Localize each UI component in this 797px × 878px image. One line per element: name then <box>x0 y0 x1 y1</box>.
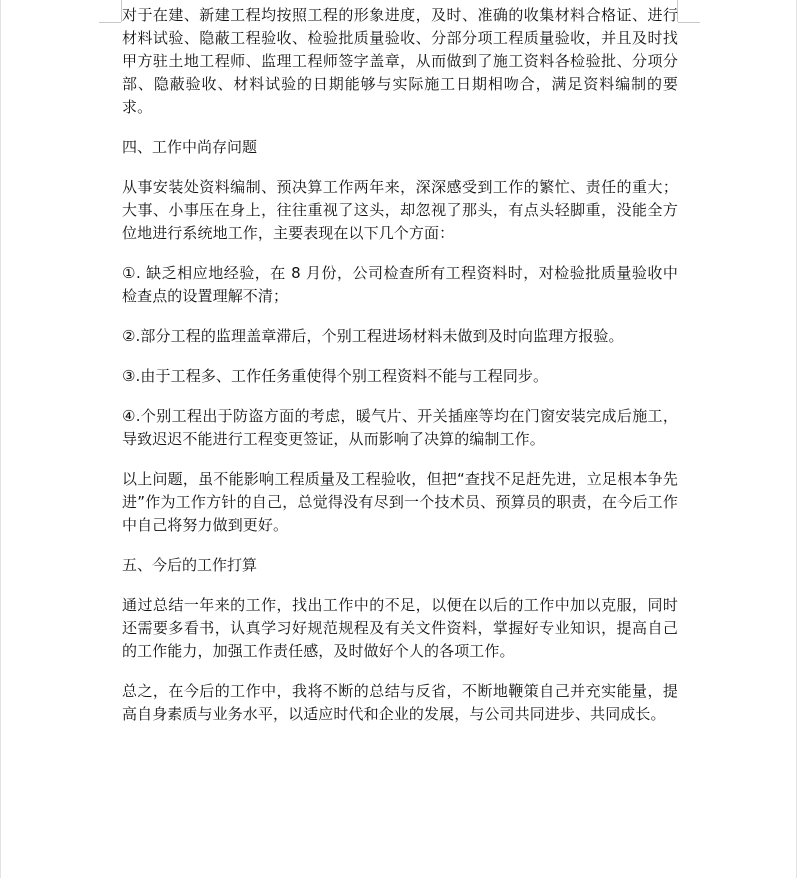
paragraph-problems-intro: 从事安装处资料编制、预决算工作两年来，深深感受到工作的繁忙、责任的重大；大事、小事压在身上，往往重视了这头，却忽视了那头，有点头轻脚重，没能全方位地进行系统地工作，主要表现在以下几个方面： <box>122 178 678 242</box>
document-body <box>122 4 678 743</box>
paragraph-future-plans: 通过总结一年来的工作，找出工作中的不足，以便在以后的工作中加以克服，同时还需要多看书，认真学习好规范规程及有关文件资料，掌握好专业知识，提高自己的工作能力，加强工作责任感，及时做好个人的各项工作。 <box>122 596 678 660</box>
list-item-problem-3: ③.由于工程多、工作任务重使得个别工程资料不能与工程同步。 <box>122 367 549 385</box>
section-heading-future-plans: 五、今后的工作打算 <box>122 556 258 574</box>
paragraph-conclusion: 总之，在今后的工作中，我将不断的总结与反省，不断地鞭策自己并充实能量，提高自身素质与业务水平，以适应时代和企业的发展，与公司共同进步、共同成长。 <box>122 682 678 723</box>
list-item-problem-1: ①. 缺乏相应地经验，在 8 月份，公司检查所有工程资料时，对检验批质量验收中检查点的设置理解不清； <box>122 264 678 305</box>
list-item-problem-4: ④.个别工程出于防盗方面的考虑，暖气片、开关插座等均在门窗安装完成后施工，导致迟迟不能进行工程变更签证，从而影响了决算的编制工作。 <box>122 407 678 448</box>
paragraph-problems-summary: 以上问题，虽不能影响工程质量及工程验收，但把“查找不足赶先进，立足根本争先进”作为工作方针的自己，总觉得没有尽到一个技术员、预算员的职责，在今后工作中自己将努力做到更好。 <box>122 470 678 534</box>
section-heading-existing-problems: 四、工作中尚存问题 <box>122 138 258 156</box>
list-item-problem-2: ②.部分工程的监理盖章滞后，个别工程进场材料未做到及时向监理方报验。 <box>122 327 624 345</box>
crop-mark-top-left-horizontal <box>99 22 121 23</box>
crop-mark-top-right-horizontal <box>678 22 700 23</box>
paragraph-materials-collection: 对于在建、新建工程均按照工程的形象进度，及时、准确的收集材料合格证、进行材料试验、隐蔽工程验收、检验批质量验收、分部分项工程质量验收，并且及时找甲方驻土地工程师、监理工程师签字盖章，从而做到了施工资料各检验批、分项分部、隐蔽验收、材料试验的日期能够与实际施工日期相吻合，满足资料编制的要求。 <box>122 6 678 116</box>
